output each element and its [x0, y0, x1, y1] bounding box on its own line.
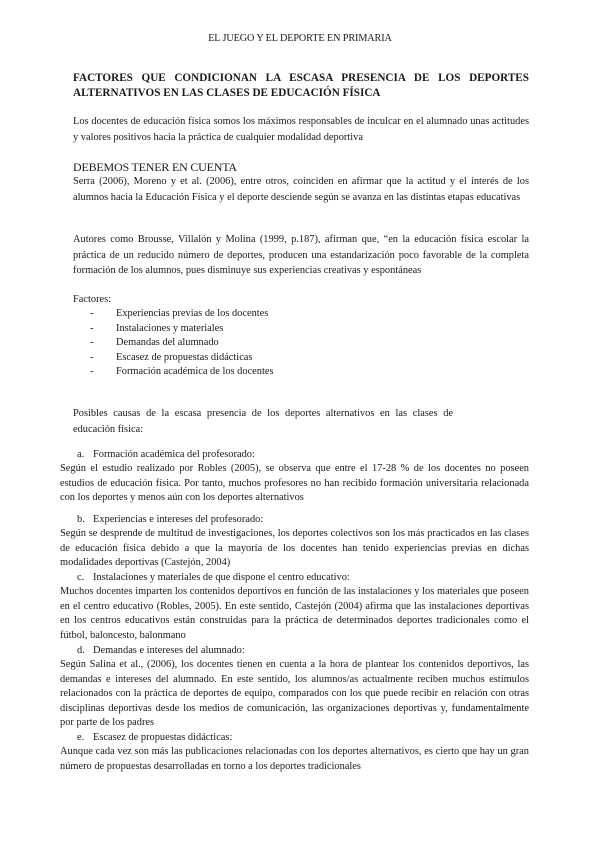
cause-heading: d. Demandas e intereses del alumnado: — [77, 645, 245, 656]
page-header: EL JUEGO Y EL DEPORTE EN PRIMARIA — [208, 33, 392, 44]
paragraph-2: Autores como Brousse, Villalón y Molina (1999, p.187), afirman que, “en la educación física escolar la práctica de un reducido número de deportes, producen una estandarización poco favorable de la completa formación de los alumnos, pues disminuye sus experiencias creativas y espontáneas — [73, 234, 529, 277]
list-item: - Escasez de propuestas didácticas — [90, 351, 253, 363]
subheading: DEBEMOS TENER EN CUENTA — [73, 160, 237, 174]
intro-paragraph: Los docentes de educación física somos los máximos responsables de inculcar en el alumnado unas actitudes y valores positivos hacia la práctica de cualquier modalidad deportiva — [73, 116, 529, 143]
cause-heading: b. Experiencias e intereses del profesorado: — [77, 514, 264, 525]
list-item: - Experiencias previas de los docentes — [90, 308, 269, 319]
causes-intro: Posibles causas de la escasa presencia de los deportes alternativos en las clases de educación física: — [73, 408, 453, 435]
cause-heading: e. Escasez de propuestas didácticas: — [77, 732, 233, 743]
title-line-2: ALTERNATIVOS EN LAS CLASES DE EDUCACIÓN FÍSICA — [73, 87, 381, 99]
cause-text: Según el estudio realizado por Robles (2005), se observa que entre el 17-28 % de los docentes no poseen estudios de educación física. Por tanto, muchos profesores no han recibido formación universitaria relacionada con los deportes y menos aún con los deportes alternativos — [60, 463, 529, 504]
cause-heading: c. Instalaciones y materiales de que dispone el centro educativo: — [77, 572, 350, 583]
cause-text: Según Salina et al., (2006), los docentes tienen en cuenta a la hora de plantear los contenidos deportivos, las demandas e intereses del alumnado. En este sentido, los alumnos/as actualmente reciben muchos estímulos relacionados con la práctica de deportes de equipo, comparados con los que puede recibir en relación con otras disciplinas deportivas desde los medios de comunicación, las organizaciones deportivas y, fundamentalmente por parte de los padres — [60, 659, 529, 729]
cause-section-e — [60, 731, 529, 774]
cause-section-a — [60, 448, 529, 506]
cause-section-c — [60, 571, 529, 643]
document-title — [73, 71, 529, 101]
cause-text: Aunque cada vez son más las publicaciones relacionadas con los deportes alternativos, es cierto que hay un gran número de propuestas desarrolladas en torno a los deportes tradicionales — [60, 746, 529, 772]
paragraph-1: Serra (2006), Moreno y et al. (2006), entre otros, coinciden en afirmar que la actitud y el interés de los alumnos hacia la Educación Física y el deporte desciende según se avanza en las distintas etapas educativas — [73, 176, 529, 203]
list-item: - Demandas del alumnado — [90, 337, 219, 349]
cause-text: Muchos docentes imparten los contenidos deportivos en función de las instalaciones y los materiales que poseen en el centro educativo (Robles, 2005). En este sentido, Castejón (2004) afirma que las instalaciones deportivas en los centros educativos están construidas para la práctica de determinados deportes tradicionales como el fútbol, baloncesto, balonmano — [60, 586, 529, 641]
factors-label: Factores: — [73, 294, 112, 305]
cause-section-d — [60, 644, 529, 730]
cause-section-b — [60, 513, 529, 571]
factors-list — [73, 292, 529, 380]
cause-heading: a. Formación académica del profesorado: — [77, 449, 255, 460]
list-item: - Formación académica de los docentes — [90, 366, 274, 378]
cause-text: Según se desprende de multitud de investigaciones, los deportes colectivos son los más practicados en las clases de educación física debido a que la mayoría de los docentes han tenido experiencias previas en dichas modalidades deportivas (Castejón, 2004) — [60, 528, 529, 569]
title-line-1: FACTORES QUE CONDICIONAN LA ESCASA PRESENCIA DE LOS DEPORTES — [73, 72, 529, 84]
list-item: - Instalaciones y materiales — [90, 322, 224, 334]
